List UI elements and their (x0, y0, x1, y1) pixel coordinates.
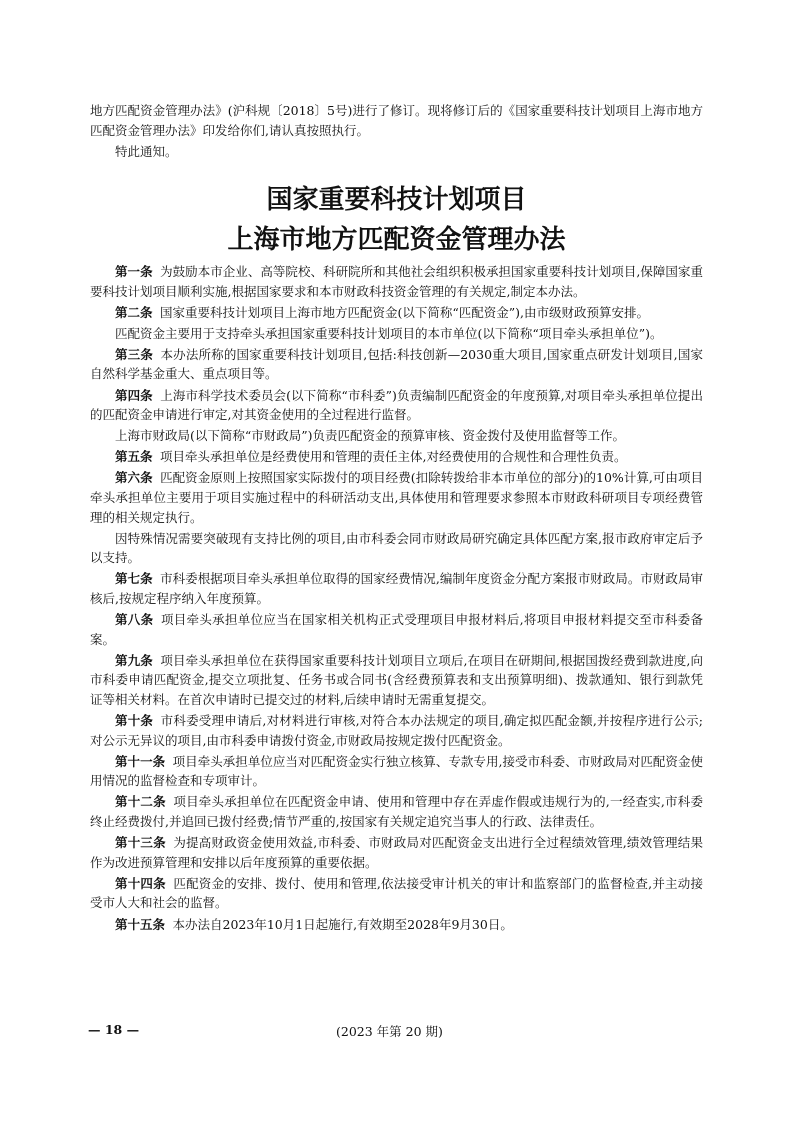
article-2-paragraph-2 (90, 324, 703, 344)
article-10 (90, 711, 703, 750)
article-9 (90, 651, 703, 710)
article-4 (90, 386, 703, 425)
article-label: 第十二条 (115, 794, 166, 810)
article-label: 第十条 (115, 713, 154, 729)
issue-number: (2023 年第 20 期) (336, 1024, 443, 1039)
article-14 (90, 874, 703, 913)
article-label: 第十四条 (115, 875, 166, 891)
intro-section (90, 101, 703, 162)
article-2 (90, 303, 703, 323)
article-label: 第四条 (115, 387, 153, 403)
article-label: 第八条 (115, 612, 154, 628)
article-text: 因特殊情况需要突破现有支持比例的项目,由市科委会同市财政局研究确定具体匹配方案,报市政府审定后予以支持。 (90, 530, 703, 566)
article-3 (90, 345, 703, 384)
intro-notice: 特此通知。 (115, 143, 178, 159)
article-15 (90, 915, 703, 935)
article-5 (90, 447, 703, 467)
article-text: 项目牵头承担单位在获得国家重要科技计划项目立项后,在项目在研期间,根据国拨经费到款进度,向市科委申请匹配资金,提交立项批复、任务书或合同书(含经费预算表和支出预算明细)、拨款通知、银行到款凭证等相关材料。在首次申请时已提交过的材料,后续申请时无需重复提交。 (90, 652, 703, 707)
article-text: 上海市财政局(以下简称“市财政局”)负责匹配资金的预算审核、资金拨付及使用监督等工作。 (115, 428, 626, 444)
article-text: 本办法自2023年10月1日起施行,有效期至2028年9月30日。 (172, 916, 513, 932)
document-title (90, 180, 703, 260)
page-footer (0, 1022, 793, 1044)
article-text: 项目牵头承担单位应当对匹配资金实行独立核算、专款专用,接受市科委、市财政局对匹配资金使用情况的监督检查和专项审计。 (90, 753, 703, 789)
article-1 (90, 262, 703, 301)
article-8 (90, 610, 703, 649)
article-label: 第十一条 (115, 753, 166, 769)
article-label: 第六条 (115, 470, 153, 486)
article-label: 第九条 (115, 652, 153, 668)
article-4-paragraph-2 (90, 426, 703, 446)
article-11 (90, 752, 703, 791)
title-line-1: 国家重要科技计划项目 (266, 185, 527, 215)
article-label: 第十五条 (115, 916, 166, 932)
article-label: 第十三条 (115, 835, 166, 851)
article-text: 国家重要科技计划项目上海市地方匹配资金(以下简称“匹配资金”),由市级财政预算安排。 (160, 304, 650, 320)
article-text: 市科委受理申请后,对材料进行审核,对符合本办法规定的项目,确定拟匹配金额,并按程序进行公示;对公示无异议的项目,由市科委申请拨付资金,市财政局按规定拨付匹配资金。 (90, 713, 703, 748)
article-text: 上海市科学技术委员会(以下简称“市科委”)负责编制匹配资金的年度预算,对项目牵头承担单位提出的匹配资金申请进行审定,对其资金使用的全过程进行监督。 (90, 387, 703, 423)
article-text: 为提高财政资金使用效益,市科委、市财政局对匹配资金支出进行全过程绩效管理,绩效管理结果作为改进预算管理和安排以后年度预算的重要依据。 (90, 835, 703, 870)
article-text: 为鼓励本市企业、高等院校、科研院所和其他社会组织积极承担国家重要科技计划项目,保障国家重要科技计划项目顺利实施,根据国家要求和本市财政科技资金管理的有关规定,制定本办法。 (90, 264, 703, 299)
article-7 (90, 569, 703, 608)
article-text: 项目牵头承担单位在匹配资金申请、使用和管理中存在弄虚作假或违规行为的,一经查实,市科委终止经费拨付,并追回已拨付经费;情节严重的,按国家有关规定追究当事人的行政、法律责任。 (90, 794, 703, 830)
article-label: 第五条 (115, 449, 153, 465)
article-text: 项目牵头承担单位是经费使用和管理的责任主体,对经费使用的合规性和合理性负责。 (160, 449, 627, 465)
article-6-paragraph-2 (90, 529, 703, 568)
articles-section (90, 262, 703, 936)
article-label: 第三条 (115, 346, 154, 362)
article-label: 第七条 (115, 571, 153, 587)
article-text: 本办法所称的国家重要科技计划项目,包括:科技创新—2030重大项目,国家重点研发计划项目,国家自然科学基金重大、重点项目等。 (90, 346, 703, 382)
article-text: 匹配资金的安排、拨付、使用和管理,依法接受审计机关的审计和监察部门的监督检查,并主动接受市人大和社会的监督。 (90, 875, 703, 911)
article-13 (90, 833, 703, 872)
page-number: — 18 — (88, 1022, 140, 1037)
article-text: 匹配资金原则上按照国家实际拨付的项目经费(扣除转拨给非本市单位的部分)的10%计算,可由项目牵头承担单位主要用于项目实施过程中的科研活动支出,具体使用和管理要求参照本市财政科研项目专项经费管理的相关规定执行。 (90, 470, 703, 525)
article-text: 市科委根据项目牵头承担单位取得的国家经费情况,编制年度资金分配方案报市财政局。市财政局审核后,按规定程序纳入年度预算。 (90, 571, 703, 606)
title-line-2: 上海市地方匹配资金管理办法 (227, 225, 566, 255)
article-label: 第二条 (115, 304, 153, 320)
article-6 (90, 468, 703, 527)
article-text: 匹配资金主要用于支持牵头承担国家重要科技计划项目的本市单位(以下简称“项目牵头承担单位”)。 (115, 325, 663, 341)
article-12 (90, 792, 703, 831)
article-text: 项目牵头承担单位应当在国家相关机构正式受理项目申报材料后,将项目申报材料提交至市科委备案。 (90, 612, 703, 647)
intro-paragraph: 地方匹配资金管理办法》(沪科规〔2018〕5号)进行了修订。现将修订后的《国家重要科技计划项目上海市地方匹配资金管理办法》印发给你们,请认真按照执行。 (90, 103, 703, 139)
article-label: 第一条 (115, 264, 153, 279)
